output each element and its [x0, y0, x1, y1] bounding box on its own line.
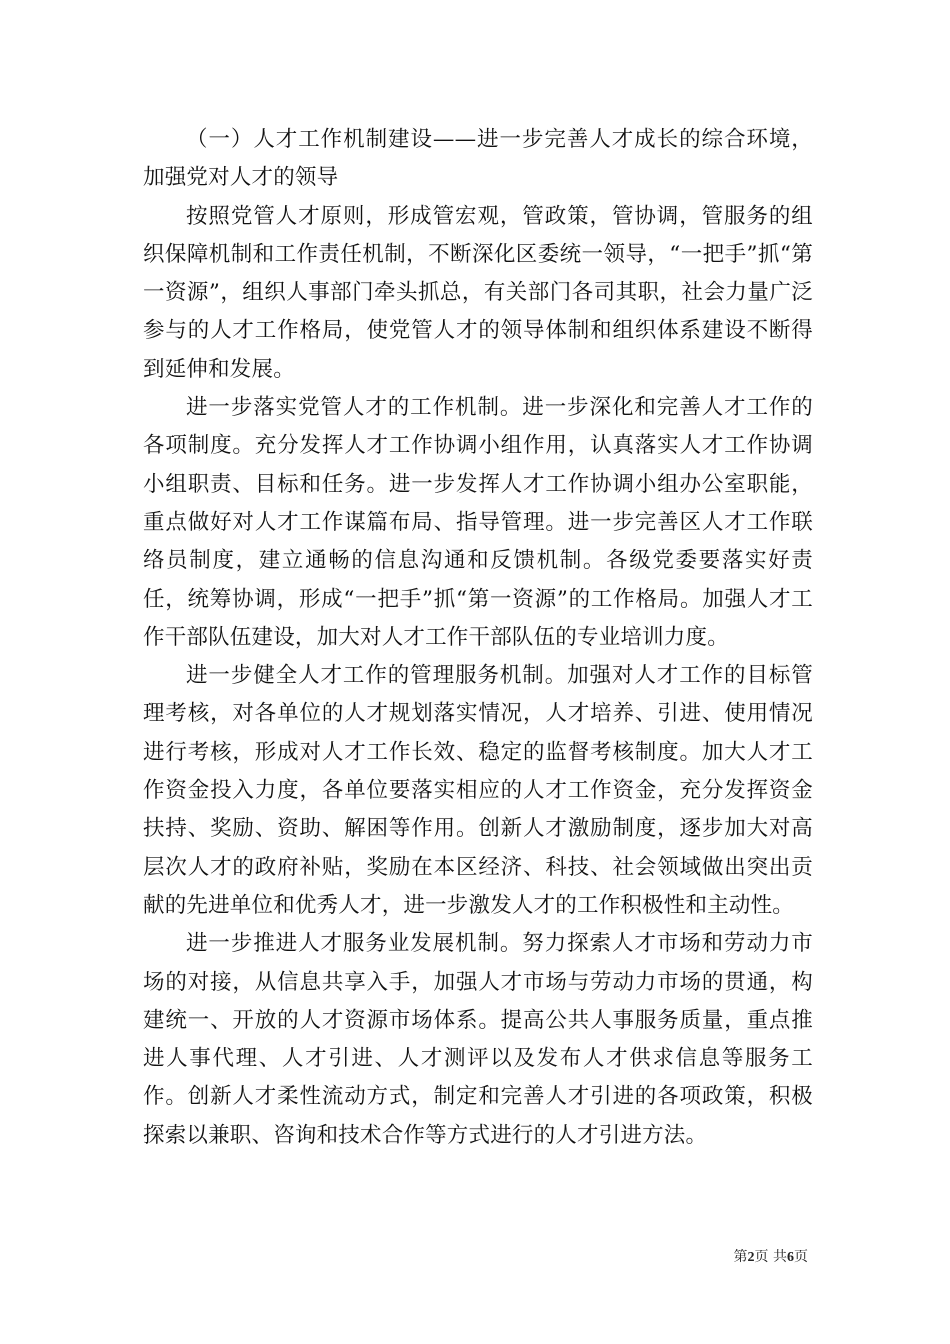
paragraph: 进一步落实党管人才的工作机制。进一步深化和完善人才工作的各项制度。充分发挥人才工作协调小组作用，认真落实人才工作协调小组职责、目标和任务。进一步发挥人才工作协调小组办公室职能，重点做好对人才工作谋篇布局、指导管理。进一步完善区人才工作联络员制度，建立通畅的信息沟通和反馈机制。各级党委要落实好责任，统筹协调，形成“一把手”抓“第一资源”的工作格局。加强人才工作干部队伍建设，加大对人才工作干部队伍的专业培训力度。	[143, 395, 813, 650]
footer-suffix: 页	[794, 1249, 808, 1265]
current-page-number: 2	[747, 1250, 755, 1265]
total-pages-number: 6	[787, 1250, 794, 1265]
paragraph: 进一步推进人才服务业发展机制。努力探索人才市场和劳动力市场的对接，从信息共享入手，加强人才市场与劳动力市场的贯通，构建统一、开放的人才资源市场体系。提高公共人事服务质量，重点推进人事代理、人才引进、人才测评以及发布人才供求信息等服务工作。创新人才柔性流动方式，制定和完善人才引进的各项政策，积极探索以兼职、咨询和技术合作等方式进行的人才引进方法。	[143, 931, 813, 1148]
section-heading: （一）人才工作机制建设——进一步完善人才成长的综合环境，加强党对人才的领导	[143, 127, 813, 191]
footer-prefix: 第	[733, 1249, 748, 1265]
paragraph: 按照党管人才原则，形成管宏观，管政策，管协调，管服务的组织保障机制和工作责任机制，不断深化区委统一领导，“一把手”抓“第一资源”，组织人事部门牵头抓总，有关部门各司其职，社会力量广泛参与的人才工作格局，使党管人才的领导体制和组织体系建设不断得到延伸和发展。	[143, 203, 813, 382]
paragraph: 进一步健全人才工作的管理服务机制。加强对人才工作的目标管理考核，对各单位的人才规划落实情况，人才培养、引进、使用情况进行考核，形成对人才工作长效、稳定的监督考核制度。加大人才工作资金投入力度，各单位要落实相应的人才工作资金，充分发挥资金扶持、奖励、资助、解困等作用。创新人才激励制度，逐步加大对高层次人才的政府补贴，奖励在本区经济、科技、社会领域做出突出贡献的先进单位和优秀人才，进一步激发人才的工作积极性和主动性。	[143, 663, 813, 918]
document-body	[143, 121, 813, 1155]
page-footer	[734, 1246, 808, 1266]
footer-middle: 页 共	[754, 1249, 787, 1265]
